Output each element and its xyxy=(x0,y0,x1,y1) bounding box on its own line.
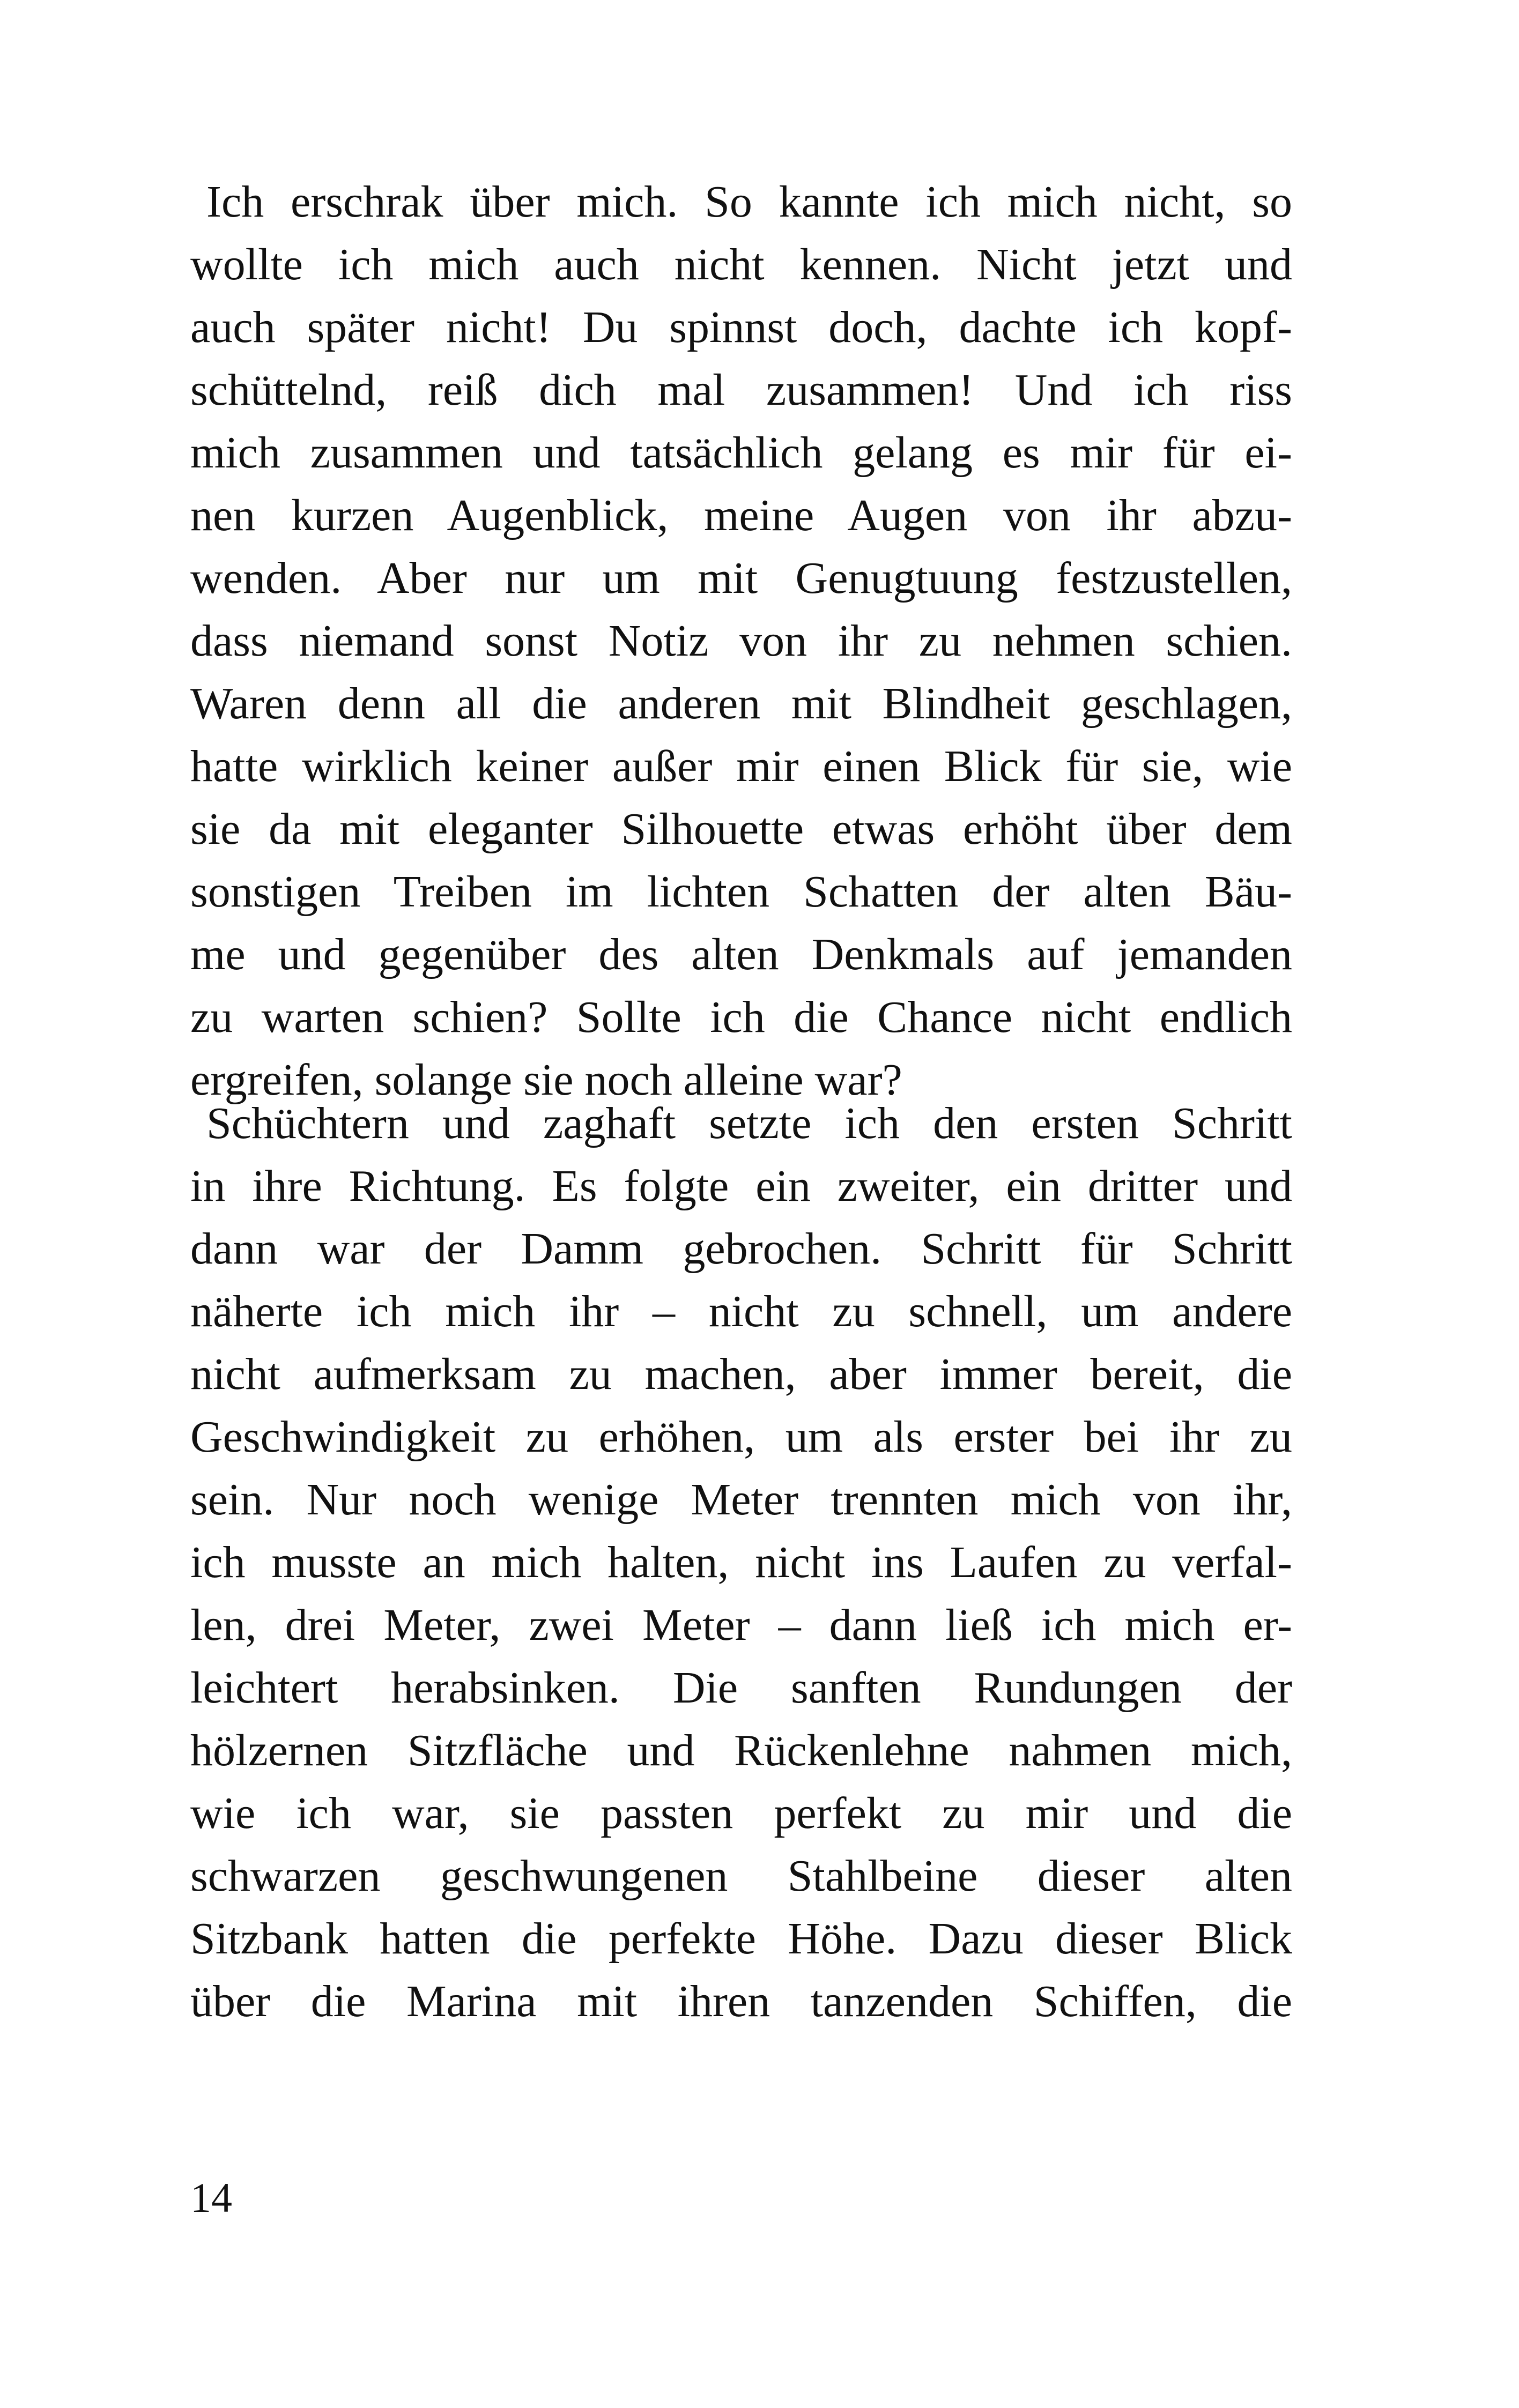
text-line: Schüchtern und zaghaft setzte ich den ersten Schritt xyxy=(206,1098,1292,1148)
text-line: schüttelnd, reiß dich mal zusammen! Und ich riss xyxy=(190,365,1292,415)
text-line: über die Marina mit ihren tanzenden Schiffen, die xyxy=(190,1976,1292,2026)
text-line: mich zusammen und tatsächlich gelang es mir für ei- xyxy=(190,428,1292,478)
text-line: sie da mit eleganter Silhouette etwas erhöht über dem xyxy=(190,804,1292,854)
text-line: nen kurzen Augenblick, meine Augen von ihr abzu- xyxy=(190,490,1292,540)
text-line: näherte ich mich ihr – nicht zu schnell, um andere xyxy=(190,1287,1292,1336)
text-line: ergreifen, solange sie noch alleine war? xyxy=(190,1055,902,1105)
paragraph-1 xyxy=(190,170,1292,1111)
text-line: me und gegenüber des alten Denkmals auf jemanden xyxy=(190,930,1292,979)
text-line: in ihre Richtung. Es folgte ein zweiter, ein dritter und xyxy=(190,1161,1292,1211)
text-line: Waren denn all die anderen mit Blindheit geschlagen, xyxy=(190,679,1292,729)
text-line: len, drei Meter, zwei Meter – dann ließ ich mich er- xyxy=(190,1600,1292,1650)
text-line: wie ich war, sie passten perfekt zu mir und die xyxy=(190,1788,1292,1838)
text-line: Geschwindigkeit zu erhöhen, um als erster bei ihr zu xyxy=(190,1412,1292,1462)
text-line: schwarzen geschwungenen Stahlbeine dieser alten xyxy=(190,1851,1292,1901)
text-line: wenden. Aber nur um mit Genugtuung festzustellen, xyxy=(190,553,1292,603)
text-line: leichtert herabsinken. Die sanften Rundungen der xyxy=(190,1663,1292,1713)
text-line: Sitzbank hatten die perfekte Höhe. Dazu dieser Blick xyxy=(190,1914,1292,1964)
text-line: wollte ich mich auch nicht kennen. Nicht jetzt und xyxy=(190,240,1292,289)
text-line: ich musste an mich halten, nicht ins Laufen zu verfal- xyxy=(190,1537,1292,1587)
text-line: Ich erschrak über mich. So kannte ich mich nicht, so xyxy=(206,177,1292,227)
text-line: sonstigen Treiben im lichten Schatten der alten Bäu- xyxy=(190,867,1292,917)
text-line: dann war der Damm gebrochen. Schritt für Schritt xyxy=(190,1224,1292,1274)
text-line: auch später nicht! Du spinnst doch, dachte ich kopf- xyxy=(190,302,1292,352)
text-line: nicht aufmerksam zu machen, aber immer bereit, die xyxy=(190,1349,1292,1399)
text-line: sein. Nur noch wenige Meter trennten mich von ihr, xyxy=(190,1475,1292,1525)
page-number: 14 xyxy=(190,2174,232,2221)
text-line: hatte wirklich keiner außer mir einen Blick für sie, wie xyxy=(190,741,1292,791)
text-line: hölzernen Sitzfläche und Rückenlehne nahmen mich, xyxy=(190,1726,1292,1775)
text-line: dass niemand sonst Notiz von ihr zu nehmen schien. xyxy=(190,616,1292,666)
paragraph-2 xyxy=(190,1092,1292,2033)
text-line: zu warten schien? Sollte ich die Chance nicht endlich xyxy=(190,992,1292,1042)
